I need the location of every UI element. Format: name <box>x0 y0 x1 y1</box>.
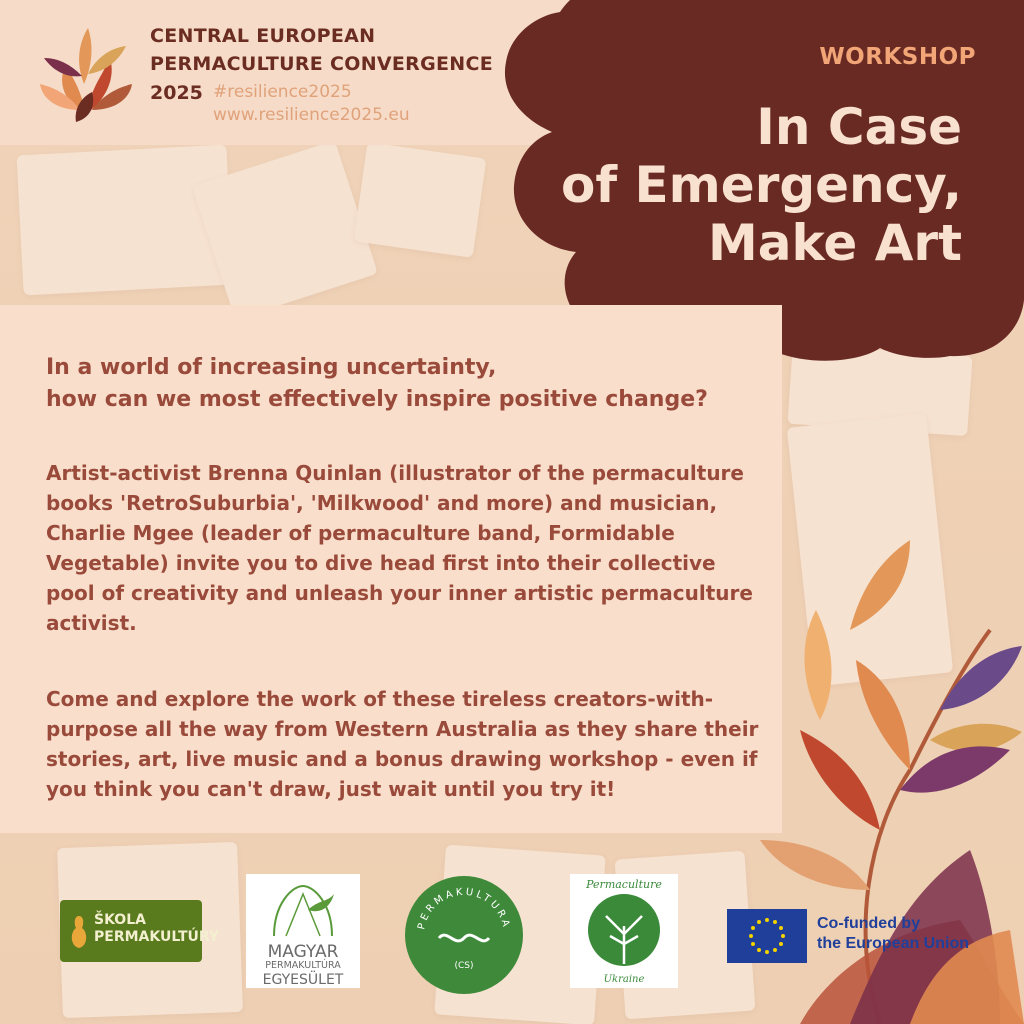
convergence-year: 2025 <box>150 82 203 104</box>
tree-icon <box>570 874 678 988</box>
permaculture-ukraine-logo <box>570 874 678 988</box>
leaf-dome-icon <box>268 880 338 940</box>
svg-text:PERMAKULTURA: PERMAKULTURA <box>416 886 512 931</box>
intro-question: In a world of increasing uncertainty, how can we most effectively inspire positive change? <box>46 355 708 412</box>
svg-text:(CS): (CS) <box>454 961 474 971</box>
svg-text:Ukraine: Ukraine <box>603 974 645 985</box>
convergence-logo-icon <box>36 14 136 124</box>
website-link[interactable]: www.resilience2025.eu <box>213 105 410 125</box>
permakultura-circle-icon <box>405 876 523 994</box>
event-title: In Case of Emergency, Make Art <box>561 98 962 272</box>
svg-text:Permaculture: Permaculture <box>586 878 662 891</box>
convergence-title: CENTRAL EUROPEAN PERMACULTURE CONVERGENCE <box>150 25 494 75</box>
magyar-permakultura-logo: MAGYAR PERMAKULTÚRA EGYESÜLET <box>246 874 360 988</box>
skola-permakultury-logo: ŠKOLA PERMAKULTÚRY <box>60 900 202 962</box>
workshop-label: WORKSHOP <box>819 44 976 70</box>
description-paragraph-1: Artist-activist Brenna Quinlan (illustrator of the permaculture books 'RetroSuburbia', 'Milkwood' and more) and musician, Charlie Mgee (leader of permaculture band, Formidable Vegetable) invite you to dive head first into their collective pool of creativity and unleash your inner artistic permaculture activist. <box>46 461 753 635</box>
description-paragraph-2: Come and explore the work of these tireless creators-with-purpose all the way from Western Australia as they share their stories, art, live music and a bonus drawing workshop - even if you think you can't draw, just wait until you try it! <box>46 687 759 801</box>
eu-flag-icon <box>727 909 807 963</box>
permakultura-cs-logo <box>405 876 523 994</box>
eu-cofunded-label: Co-funded by the European Union <box>817 915 969 952</box>
hashtag: #resilience2025 <box>213 82 352 102</box>
pear-icon <box>68 912 90 950</box>
sponsor-logos <box>0 860 1024 1024</box>
